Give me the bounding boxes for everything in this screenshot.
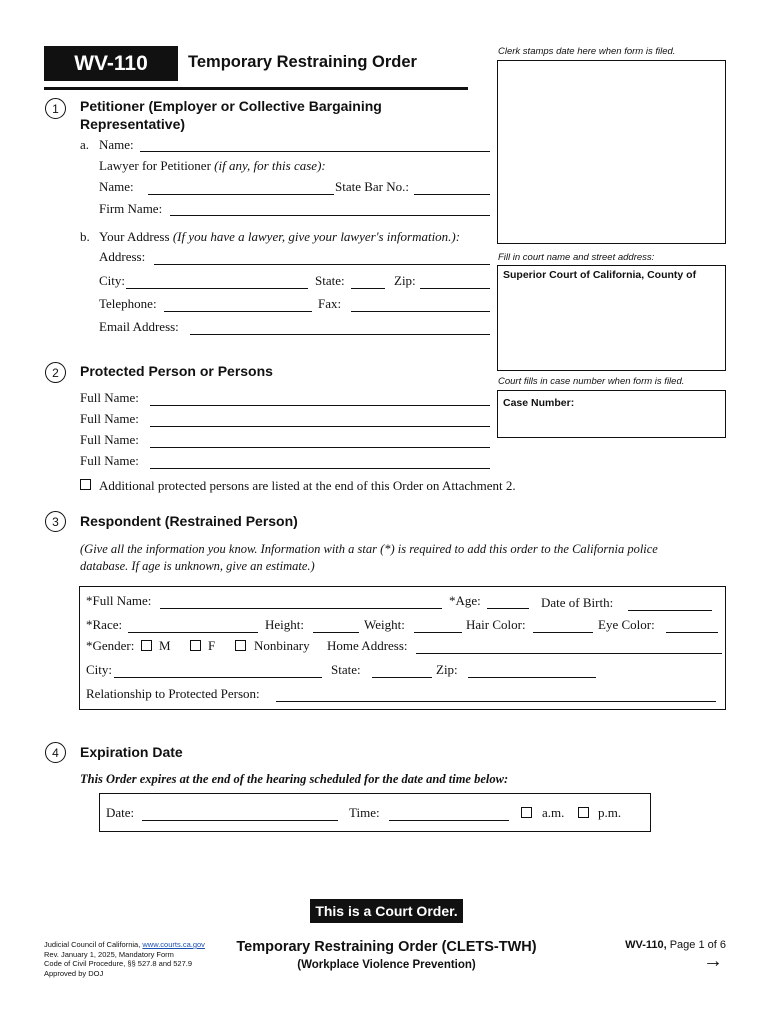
gender-f-checkbox[interactable] — [190, 640, 201, 651]
protected-name-label-3: Full Name: — [80, 432, 139, 447]
protected-name-field-1[interactable] — [150, 405, 490, 406]
eye-color-field[interactable] — [666, 632, 718, 633]
next-page-arrow-icon[interactable]: → — [703, 950, 723, 972]
address-label: Address: — [99, 249, 146, 264]
state-bar-label: State Bar No.: — [335, 179, 410, 194]
additional-protected-checkbox[interactable] — [80, 479, 91, 490]
case-number-label: Case Number: — [503, 397, 575, 409]
height-field[interactable] — [313, 632, 359, 633]
height-label: Height: — [265, 617, 304, 632]
protected-name-label-1: Full Name: — [80, 390, 139, 405]
am-checkbox[interactable] — [521, 807, 532, 818]
footer-title: Temporary Restraining Order (CLETS-TWH) (Workplace Violence Prevention) — [236, 939, 537, 971]
pm-label: p.m. — [598, 805, 622, 820]
fax-label: Fax: — [318, 296, 342, 311]
item-b-prefix: b. — [80, 229, 90, 244]
dob-label: Date of Birth: — [541, 595, 614, 610]
home-address-label: Home Address: — [327, 638, 408, 653]
telephone-label: Telephone: — [99, 296, 157, 311]
court-name-box[interactable] — [497, 265, 726, 371]
your-address-label: Your Address (If you have a lawyer, give your lawyer's information.): — [99, 229, 461, 244]
respondent-state-label: State: — [331, 662, 361, 677]
protected-name-field-2[interactable] — [150, 426, 490, 427]
state-field[interactable] — [351, 288, 385, 289]
age-field[interactable] — [487, 608, 529, 609]
expiration-date-field[interactable] — [142, 820, 338, 821]
expiration-date-label: Date: — [106, 805, 135, 820]
gender-label: *Gender: — [86, 638, 135, 653]
gender-f-label: F — [208, 638, 216, 653]
protected-name-field-3[interactable] — [150, 447, 490, 448]
race-field[interactable] — [128, 632, 258, 633]
respondent-city-field[interactable] — [114, 677, 322, 678]
expiration-time-label: Time: — [349, 805, 380, 820]
eye-color-label: Eye Color: — [598, 617, 655, 632]
home-address-field[interactable] — [416, 653, 722, 654]
petitioner-name-label: Name: — [99, 137, 134, 152]
case-number-box[interactable] — [497, 390, 726, 438]
pm-checkbox[interactable] — [578, 807, 589, 818]
section-4-number: 4 — [45, 742, 66, 763]
gender-nonbinary-checkbox[interactable] — [235, 640, 246, 651]
section-3-number: 3 — [45, 511, 66, 532]
relationship-field[interactable] — [276, 701, 716, 702]
protected-name-label-2: Full Name: — [80, 411, 139, 426]
section-4-instructions: This Order expires at the end of the hearing scheduled for the date and time below: — [80, 772, 509, 786]
form-title: Temporary Restraining Order — [188, 53, 417, 71]
respondent-zip-field[interactable] — [468, 677, 596, 678]
respondent-city-label: City: — [86, 662, 113, 677]
weight-field[interactable] — [414, 632, 462, 633]
protected-name-field-4[interactable] — [150, 468, 490, 469]
section-3-instructions: (Give all the information you know. Information with a star (*) is required to add this order to the California police database. If age is unknown, give an estimate.) — [80, 542, 658, 573]
respondent-name-field[interactable] — [160, 608, 442, 609]
dob-field[interactable] — [628, 610, 712, 611]
email-field[interactable] — [190, 334, 490, 335]
gender-m-label: M — [159, 638, 171, 653]
court-name-value: Superior Court of California, County of — [503, 269, 697, 281]
lawyer-label: Lawyer for Petitioner (if any, for this case): — [99, 158, 326, 173]
state-label: State: — [315, 273, 345, 288]
section-3-heading: Respondent (Restrained Person) — [80, 513, 298, 529]
firm-name-label: Firm Name: — [99, 201, 163, 216]
court-order-banner: This is a Court Order. — [310, 899, 463, 923]
weight-label: Weight: — [364, 617, 405, 632]
clerk-stamp-note: Clerk stamps date here when form is filed. — [498, 46, 676, 57]
respondent-zip-label: Zip: — [436, 662, 458, 677]
telephone-field[interactable] — [164, 311, 312, 312]
petitioner-name-field[interactable] — [140, 151, 490, 152]
additional-protected-label: Additional protected persons are listed at the end of this Order on Attachment 2. — [99, 478, 516, 493]
respondent-state-field[interactable] — [372, 677, 432, 678]
item-a-prefix: a. — [80, 137, 90, 152]
gender-nonbinary-label: Nonbinary — [254, 638, 310, 653]
section-2-number: 2 — [45, 362, 66, 383]
courts-link[interactable]: www.courts.ca.gov — [142, 940, 205, 949]
section-2-heading: Protected Person or Persons — [80, 363, 273, 379]
email-label: Email Address: — [99, 319, 179, 334]
court-name-note: Fill in court name and street address: — [498, 252, 655, 263]
case-number-note: Court fills in case number when form is filed. — [498, 376, 685, 387]
fax-field[interactable] — [351, 311, 490, 312]
gender-m-checkbox[interactable] — [141, 640, 152, 651]
clerk-stamp-box — [497, 60, 726, 244]
lawyer-name-field[interactable] — [148, 194, 334, 195]
footer-page-info: WV-110, Page 1 of 6 — [625, 939, 726, 951]
respondent-name-label: *Full Name: — [86, 593, 152, 608]
title-divider — [44, 87, 468, 90]
address-field[interactable] — [154, 264, 490, 265]
city-field[interactable] — [126, 288, 308, 289]
state-bar-field[interactable] — [414, 194, 490, 195]
footer-legal-info: Judicial Council of California, www.courts.ca.gov Rev. January 1, 2025, Mandatory Form Code of Civil Procedure, §§ 527.8 and 527.9 Approved by DOJ — [44, 940, 205, 978]
hair-color-label: Hair Color: — [466, 617, 526, 632]
relationship-label: Relationship to Protected Person: — [86, 686, 260, 701]
zip-label: Zip: — [394, 273, 416, 288]
section-1-heading: Petitioner (Employer or Collective Bargaining Representative) — [80, 98, 382, 132]
hair-color-field[interactable] — [533, 632, 593, 633]
form-number-badge — [44, 46, 178, 81]
firm-name-field[interactable] — [170, 215, 490, 216]
city-label: City: — [99, 273, 126, 288]
section-4-heading: Expiration Date — [80, 744, 183, 760]
form-number: WV-110 — [74, 51, 148, 75]
age-label: *Age: — [449, 593, 481, 608]
zip-field[interactable] — [420, 288, 490, 289]
section-1-number: 1 — [45, 98, 66, 119]
expiration-time-field[interactable] — [389, 820, 509, 821]
am-label: a.m. — [542, 805, 565, 820]
protected-name-label-4: Full Name: — [80, 453, 139, 468]
lawyer-name-label: Name: — [99, 179, 134, 194]
race-label: *Race: — [86, 617, 123, 632]
